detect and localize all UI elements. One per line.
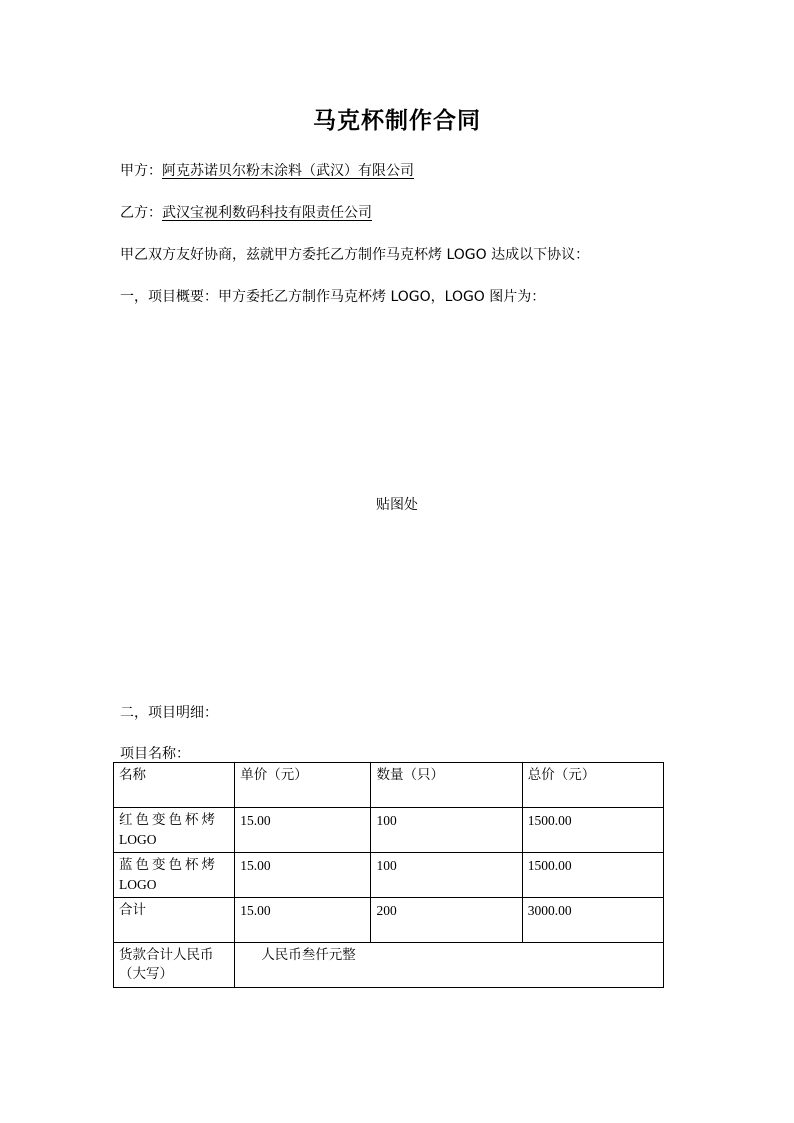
detail-table [113, 762, 664, 988]
table-row [114, 808, 664, 853]
item-name-line1: 蓝色变色杯烤 [119, 857, 218, 873]
item-quantity: 100 [371, 808, 522, 853]
header-total: 总价（元） [522, 763, 663, 808]
sum-quantity: 200 [371, 898, 522, 943]
amount-label-line2: （大写） [119, 966, 173, 982]
item-total: 1500.00 [522, 808, 663, 853]
header-name: 名称 [114, 763, 235, 808]
contract-title: 马克杯制作合同 [313, 107, 481, 134]
party-a-line [120, 160, 414, 180]
table-header-row [114, 763, 664, 808]
party-a-label: 甲方： [120, 163, 162, 179]
amount-row [114, 943, 664, 988]
sum-unit-price: 15.00 [235, 898, 371, 943]
party-b-name: 武汉宝视利数码科技有限责任公司 [162, 205, 372, 221]
item-name-cell [114, 853, 235, 898]
intro-text: 甲乙双方友好协商，兹就甲方委托乙方制作马克杯烤 LOGO 达成以下协议： [120, 247, 590, 263]
item-unit-price: 15.00 [235, 808, 371, 853]
item-unit-price: 15.00 [235, 853, 371, 898]
section-1-heading: 一，项目概要：甲方委托乙方制作马克杯烤 LOGO，LOGO 图片为： [120, 289, 546, 305]
header-unit-price: 单价（元） [235, 763, 371, 808]
sum-total: 3000.00 [522, 898, 663, 943]
project-name-label: 项目名称： [120, 746, 190, 762]
header-quantity: 数量（只） [371, 763, 522, 808]
item-quantity: 100 [371, 853, 522, 898]
item-name-line2: LOGO [119, 832, 157, 847]
item-name-line2: LOGO [119, 877, 157, 892]
party-b-line [120, 202, 372, 222]
party-a-name: 阿克苏诺贝尔粉末涂料（武汉）有限公司 [162, 163, 414, 179]
item-total: 1500.00 [522, 853, 663, 898]
amount-value: 人民币叁仟元整 [235, 943, 664, 988]
item-name-line1: 红色变色杯烤 [119, 812, 218, 828]
sum-row [114, 898, 664, 943]
section-2-heading: 二，项目明细： [120, 705, 218, 721]
item-name-cell [114, 808, 235, 853]
amount-label-cell [114, 943, 235, 988]
amount-label-line1: 货款合计人民币 [119, 947, 214, 963]
table-row [114, 853, 664, 898]
image-placeholder: 贴图处 [376, 497, 418, 513]
sum-label: 合计 [114, 898, 235, 943]
party-b-label: 乙方： [120, 205, 162, 221]
